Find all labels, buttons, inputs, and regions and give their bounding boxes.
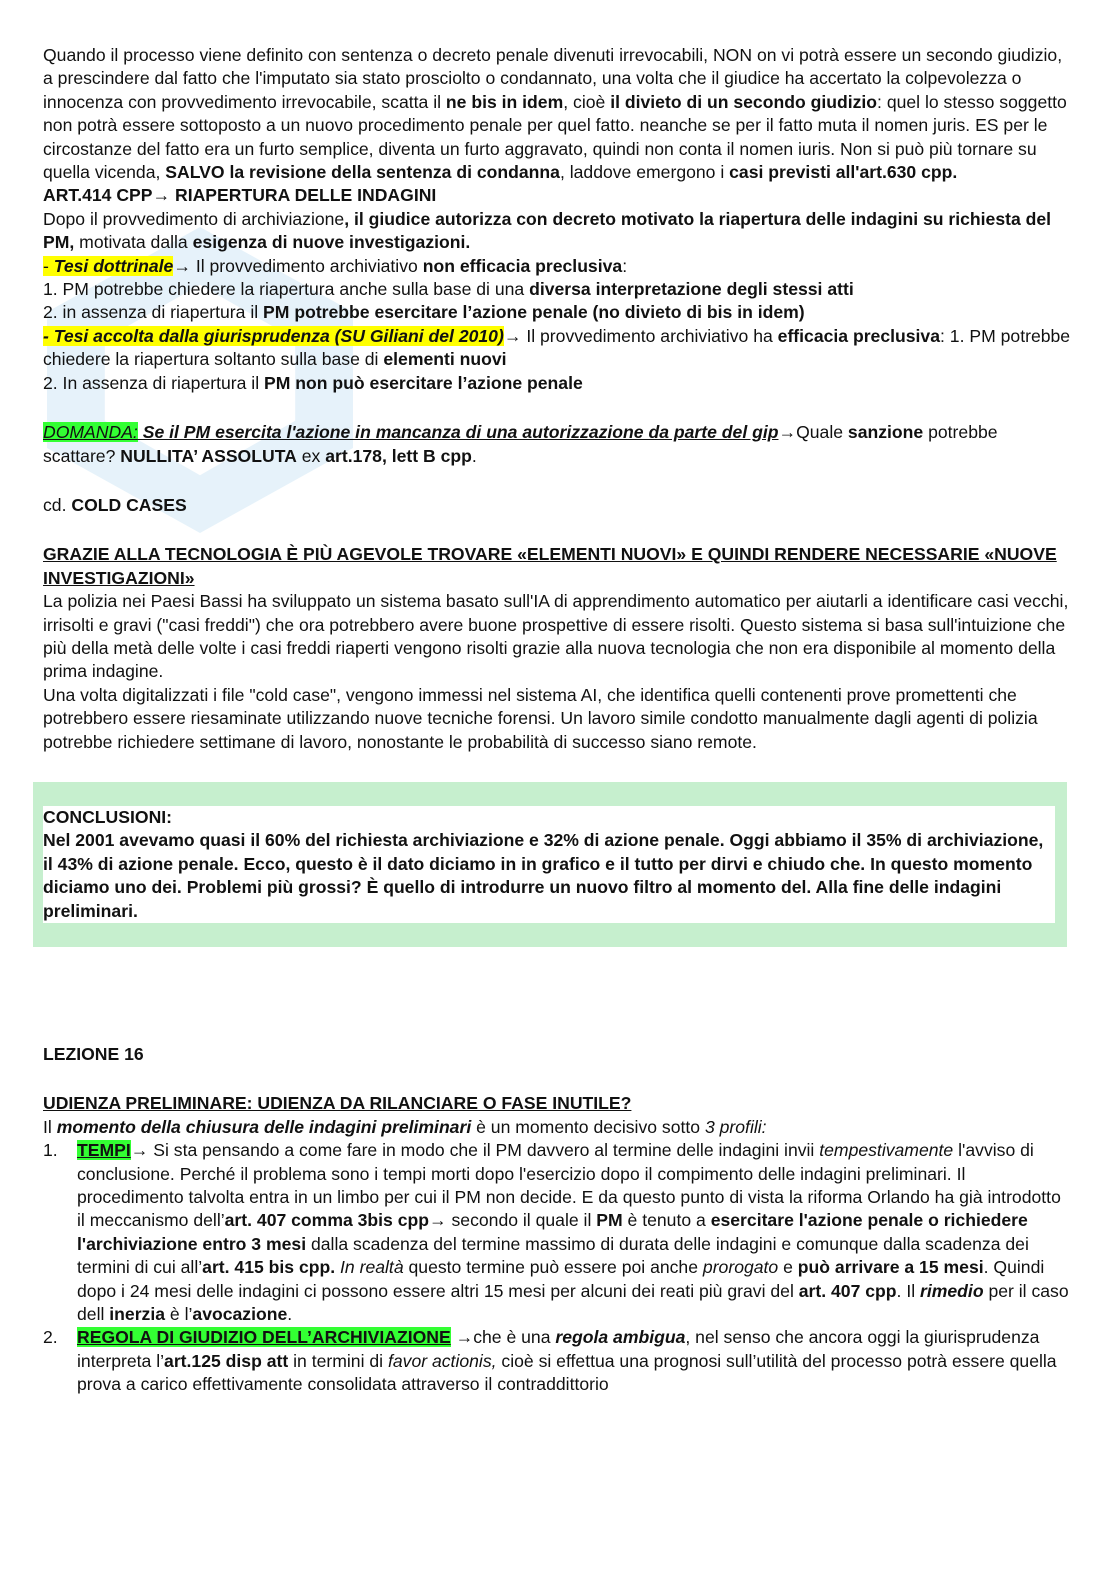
conclusioni-title: CONCLUSIONI: [43, 806, 173, 827]
arrow-right-icon: → [130, 1140, 149, 1161]
arrow-right-icon: → [455, 1327, 474, 1348]
domanda: DOMANDA: Se il PM esercita l'azione in mancanza di una autorizzazione da parte del gip→Quale sanzione potrebbe scattare? NULLITA’ ASSOLUTA ex art.178, lett B cpp. [43, 422, 998, 466]
udienza-heading: UDIENZA PRELIMINARE: UDIENZA DA RILANCIARE O FASE INUTILE? [43, 1093, 632, 1114]
lezione-title: LEZIONE 16 [43, 1044, 144, 1064]
arrow-right-icon: → [173, 255, 191, 276]
arrow-right-icon: → [429, 1210, 447, 1231]
tesi-dottrinale-item: 1. PM potrebbe chiedere la riapertura anche sulla base di una diversa interpretazione degli stessi atti [43, 279, 854, 300]
arrow-right-icon: → [778, 422, 797, 443]
conclusioni-box [33, 782, 1067, 947]
arrow-right-icon: → [152, 185, 171, 206]
tech-heading: GRAZIE ALLA TECNOLOGIA È PIÙ AGEVOLE TROVARE «ELEMENTI NUOVI» E QUINDI RENDERE NECESSARIE «NUOVE INVESTIGAZIONI» [43, 544, 1057, 588]
tech-paragraph-2: Una volta digitalizzati i file "cold case", vengono immessi nel sistema AI, che identifica quelli contenenti prove promettenti che potrebbero essere riesaminate utilizzando nuove tecniche forensi. Un lavoro simile condotto manualmente dagli agenti di polizia potrebbe richiedere settimane di lavoro, nonostante le probabilità di successo siano remote. [43, 684, 1038, 752]
heading-art414: ART.414 CPP→ RIAPERTURA DELLE INDAGINI [43, 185, 437, 206]
list-item: 2. REGOLA DI GIUDIZIO DELL’ARCHIVIAZIONE →che è una regola ambigua, nel senso che ancora oggi la giurisprudenza interpreta l’art.125 disp att in termini di favor actionis, cioè si effettua una prognosi sull’utilità del processo potrà essere quella prova a carico effettivamente consolidata attraverso il contraddittorio [43, 1327, 1057, 1395]
tesi-giurisprudenza: - Tesi accolta dalla giurisprudenza (SU Giliani del 2010)→ Il provvedimento archiviativo ha efficacia preclusiva: 1. PM potrebbe chiedere la riapertura soltanto sulla base di elementi nuovi [43, 325, 1071, 370]
list-item: 1. TEMPI→ Si sta pensando a come fare in modo che il PM davvero al termine delle indagini invii tempestivamente l'avviso di conclusione. Perché il problema sono i tempi morti dopo l'esercizio dopo il compimento delle indagini preliminari. Il procedimento talvolta entra in un limbo per cui il PM non decide. E da questo punto di vista la riforma Orlando ha già introdotto il meccanismo dell’art. 407 comma 3bis cpp→ secondo il quale il PM è tenuto a esercitare l'azione penale o richiedere l'archiviazione entro 3 mesi dalla scadenza del termine massimo di durata delle indagini e comunque dalla scadenza dei termini di cui all’art. 415 bis cpp. In realtà questo termine può essere poi anche prorogato e può arrivare a 15 mesi. Quindi dopo i 24 mesi delle indagini ci possono essere altri 15 mesi per alcuni dei reati più gravi del art. 407 cpp. Il rimedio per il caso dell inerzia è l’avocazione. [43, 1140, 1069, 1325]
udienza-intro: Il momento della chiusura delle indagini preliminari è un momento decisivo sotto 3 profili: [43, 1116, 767, 1137]
conclusioni-text: Nel 2001 avevamo quasi il 60% del richiesta archiviazione e 32% di azione penale. Oggi abbiamo il 35% di archiviazione, il 43% di azione penale. Ecco, questo è il dato diciamo in in grafico e il tutto per dirvi e chiudo che. In questo momento diciamo uno dei. Problemi più grossi? È quello di introdurre un nuovo filtro al momento del. Alla fine delle indagini preliminari. [43, 830, 1044, 921]
document-page [43, 44, 1073, 1397]
tesi-dottrinale-item: 2. in assenza di riapertura il PM potrebbe esercitare l’azione penale (no divieto di bis in idem) [43, 302, 805, 323]
tech-paragraph-1: La polizia nei Paesi Bassi ha sviluppato un sistema basato sull'IA di apprendimento automatico per aiutarli a identificare casi vecchi, irrisolti e gravi ("casi freddi") che ora potrebbero avere buone prospettive di essere risolti. Questo sistema si basa sull'intuizione che più della metà delle volte i casi freddi riaperti vengono risolti grazie alla nuova tecnologia che non era disponibile al momento della prima indagine. [43, 591, 1069, 682]
tesi-giurisprudenza-item: 2. In assenza di riapertura il PM non può esercitare l’azione penale [43, 372, 583, 393]
profili-list [43, 1139, 1073, 1396]
paragraph-archiviazione: Dopo il provvedimento di archiviazione, il giudice autorizza con decreto motivato la riapertura delle indagini su richiesta del PM, motivata dalla esigenza di nuove investigazioni. [43, 208, 1052, 253]
cold-cases-heading: cd. COLD CASES [43, 494, 187, 515]
paragraph-ne-bis-in-idem: Quando il processo viene definito con sentenza o decreto penale divenuti irrevocabili, NON on vi potrà essere un secondo giudizio, a prescindere dal fatto che l'imputato sia stato prosciolto o condannato, una volta che il giudice ha accertato la colpevolezza o innocenza con provvedimento irrevocabile, scatta il ne bis in idem, cioè il divieto di un secondo giudizio: quel lo stesso soggetto non potrà essere sottoposto a un nuovo procedimento penale per quel fatto. neanche se per il fatto muta il nomen juris. ES per le circostanze del fatto era un furto semplice, diventa un furto aggravato, quindi non conta il nomen iuris. Non si può più tornare su quella vicenda, SALVO la revisione della sentenza di condanna, laddove emergono i casi previsti all'art.630 cpp. [43, 45, 1067, 183]
tesi-dottrinale: - Tesi dottrinale→ Il provvedimento archiviativo non efficacia preclusiva: [43, 255, 628, 276]
arrow-right-icon: → [503, 325, 522, 346]
